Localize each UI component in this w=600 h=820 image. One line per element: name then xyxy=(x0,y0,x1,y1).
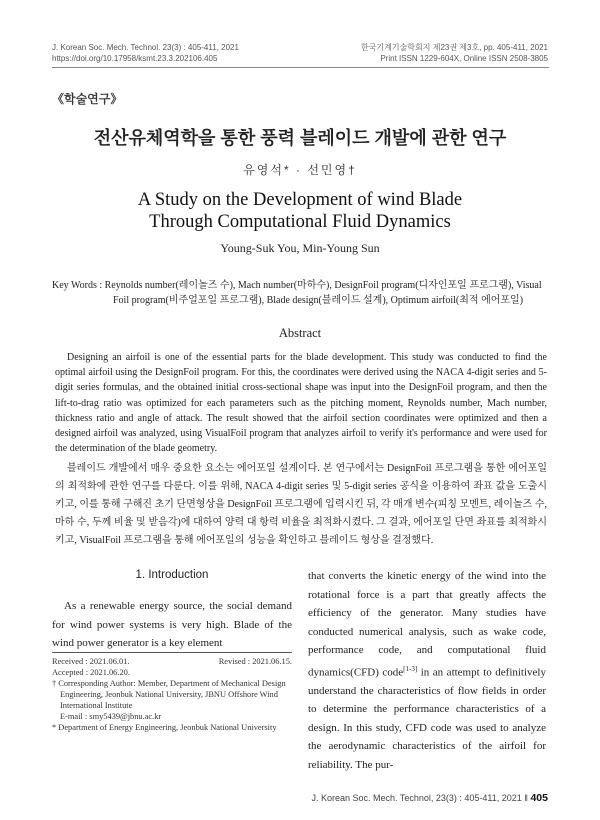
page-footer xyxy=(311,792,548,804)
keywords-label: Key Words : xyxy=(52,280,103,291)
section-heading-introduction: 1. Introduction xyxy=(135,569,209,581)
authors-english: Young-Suk You, Min-Young Sun xyxy=(220,241,380,255)
intro-right-text-before: that converts the kinetic energy of the wind into the rotational force is a part that greatly affects the efficiency of the generator. Many studies have conducted numerical analysis, such as wake code, performance code, and computational fluid dynamics(CFD) code xyxy=(308,570,546,679)
journal-citation: J. Korean Soc. Mech. Technol. 23(3) : 405-411, 2021 xyxy=(52,43,239,52)
journal-volume-ko: 한국기계기술학회지 제23권 제3호, pp. 405-411, 2021 xyxy=(360,43,548,52)
footnotes xyxy=(52,656,292,733)
received-date: Received : 2021.06.01. xyxy=(52,657,130,666)
intro-right-text-after: in an attempt to definitively understand the characteristics of flow fields in order to determine the performance characteristics of a design. In this study, CFD code was used to analyze the aerodynamic characteristics of the airfoil for reliability. The pur- xyxy=(308,666,546,771)
affiliation-note: * Department of Energy Engineering, Jeonbuk National University xyxy=(52,723,277,732)
abstract-text: Designing an airfoil is one of the essential parts for the blade development. This study was conducted to find the optimal airfoil using the DesignFoil program. For this, the coordinates were derived using the NACA 4-digit series and 5-digit series formulas, and the obtained initial cross-sectional shape was input into the DesignFoil program, and then the lift-to-drag ratio was optimized for each parameters such as the pitching moment, Reynolds number, Mach number, thickness ratio and angle of attack. The result showed that the airfoil section coordinates were optimized and then a designed airfoil was analyzed, using VisualFoil program that analyzes airfoil to verify it's performance and were used for the determination of the blade geometry. xyxy=(55,352,547,455)
title-en-line-2: Through Computational Fluid Dynamics xyxy=(149,212,451,232)
accepted-date: Accepted : 2021.06.20. xyxy=(52,668,130,677)
footnote-rule xyxy=(52,652,292,653)
journal-header-right xyxy=(361,42,548,64)
citation-marker[interactable]: [1-3] xyxy=(403,664,418,673)
page-number: 405 xyxy=(530,792,548,804)
title-en-line-1: A Study on the Development of wind Blade xyxy=(137,190,463,210)
korean-abstract: 블레이드 개발에서 매우 중요한 요소는 에어포일 설계이다. 본 연구에서는 DesignFoil 프로그램을 통한 에어포일의 최적화에 관한 연구를 다룬다. 이를 위해, NACA 4-digit series 및 5-digit series 공식을 이용하여 좌표 값을 도출시키고, 이를 통해 구해진 초기 단면형상을 DesignFoil 프로그램에 입력시킨 뒤, 각 매개 변수(피칭 모멘트, 레이놀즈 수, 마하 수, 두께 비율 및 받음각)에 대하여 양력 대 항력 비율을 최적화시켰다. 그 결과, 에어포일 단면 좌표를 최적화시키고, VisualFoil 프로그램을 통해 에어포일의 성능을 확인하고 블레이드 형상을 결정했다. xyxy=(55,463,547,546)
issn: Print ISSN 1229-604X, Online ISSN 2508-3805 xyxy=(380,54,548,63)
intro-left-text: As a renewable energy source, the social demand for wind power systems is very high. Blade of the wind power generator is a key element xyxy=(52,600,292,649)
abstract-heading: Abstract xyxy=(278,326,322,340)
doi-link[interactable]: https://doi.org/10.17958/ksmt.23.3.202106.405 xyxy=(52,54,218,63)
keywords-line-2: Foil program(비주얼포일 프로그램), Blade design(블레이드 설계), Optimum airfoil(최적 에어포일) xyxy=(113,295,524,306)
corresponding-author-note: † Corresponding Author: Member, Department of Mechanical Design Engineering, Jeonbuk National University, JBNU Offshore Wind International Institute xyxy=(52,679,286,710)
keywords-block xyxy=(52,278,552,308)
author-email[interactable]: E-mail : smy5439@jbnu.ac.kr xyxy=(60,712,162,721)
journal-header-left xyxy=(52,42,239,64)
keywords-line-1: Reynolds number(레이놀즈 수), Mach number(마하수), DesignFoil program(디자인포일 프로그램), Visual xyxy=(104,280,542,291)
intro-right-text xyxy=(308,567,546,774)
revised-date: Revised : 2021.06.15. xyxy=(218,657,292,666)
footer-citation: J. Korean Soc. Mech. Technol, 23(3) : 405-411, 2021 ‖ xyxy=(311,793,528,803)
paper-title-english xyxy=(0,189,600,233)
authors-korean: 유영석* · 선민영† xyxy=(243,163,357,177)
header-rule xyxy=(52,67,549,68)
paper-title-korean: 전산유체역학을 통한 풍력 블레이드 개발에 관한 연구 xyxy=(93,128,507,148)
article-category: 《학술연구》 xyxy=(52,92,123,106)
